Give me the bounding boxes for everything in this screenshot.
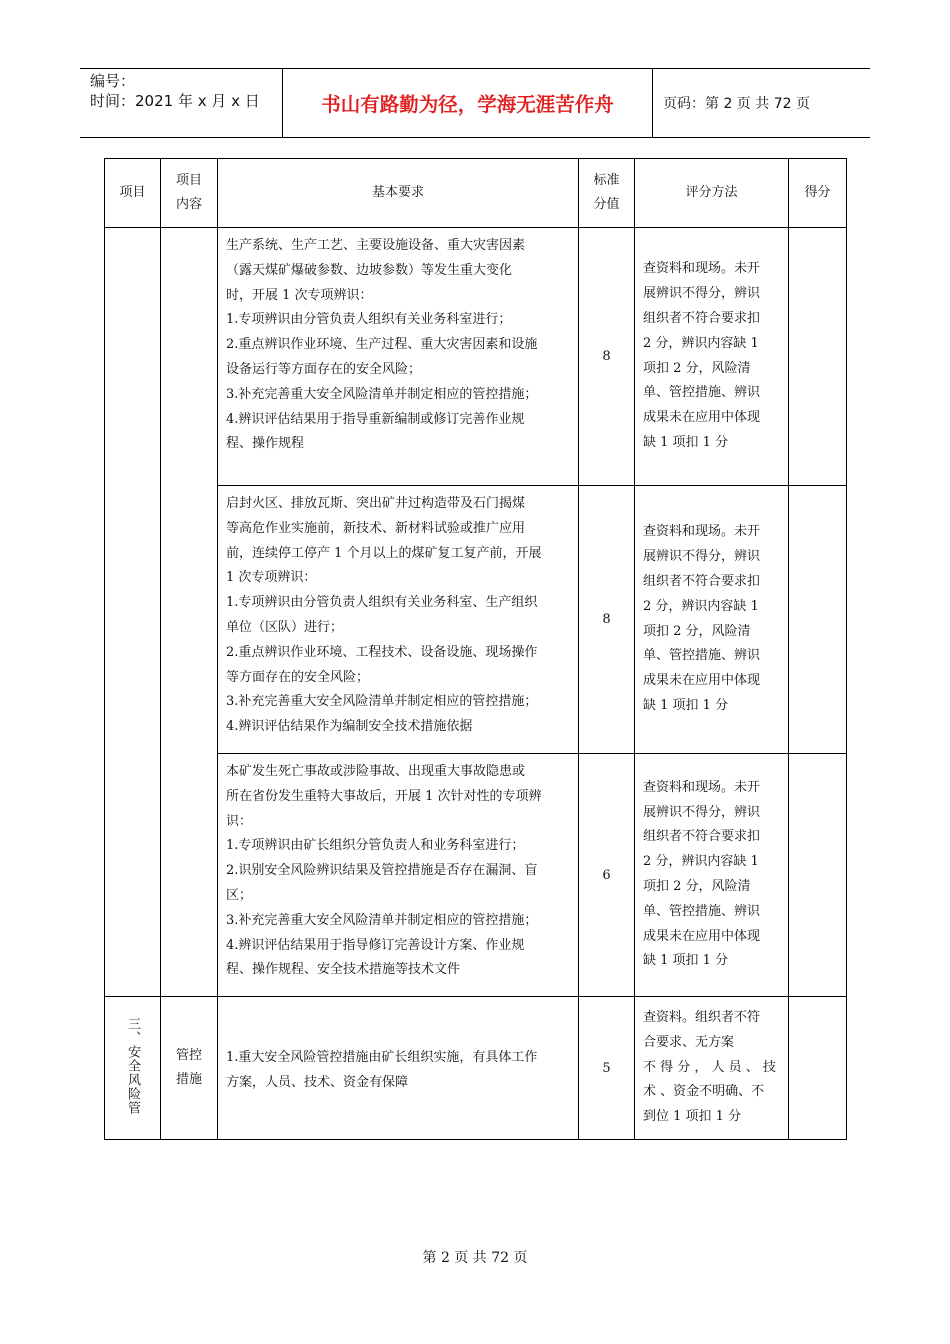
requirement-line: 4.辨识评估结果用于指导修订完善设计方案、作业规 (226, 937, 525, 953)
date-line: 时间：2021 年 x 月 x 日 (90, 92, 260, 110)
scoring-method-cell (635, 754, 789, 997)
obtained-score-cell[interactable] (789, 228, 847, 486)
requirement-cell (218, 754, 579, 997)
requirement-line: 前，连续停工停产 1 个月以上的煤矿复工复产前，开展 (226, 545, 542, 561)
method-line: 项扣 2 分，风险清 (643, 360, 751, 376)
requirement-line: 设备运行等方面存在的安全风险； (226, 361, 422, 377)
requirement-line: 程、操作规程 (226, 436, 305, 452)
requirement-line: 3.补充完善重大安全风险清单并制定相应的管控措施； (226, 912, 538, 928)
standard-score: 8 (579, 486, 635, 754)
item-cell (105, 997, 161, 1140)
scoring-table (104, 158, 847, 1140)
requirement-line: 3.补充完善重大安全风险清单并制定相应的管控措施； (226, 694, 538, 710)
requirement-line: 2.识别安全风险辨识结果及管控措施是否存在漏洞、盲 (226, 863, 538, 879)
item-cell-empty (105, 228, 161, 997)
requirement-line: 启封火区、排放瓦斯、突出矿井过构造带及石门揭煤 (226, 496, 526, 511)
requirement-line: 4.辨识评估结果作为编制安全技术措施依据 (226, 719, 473, 735)
standard-score: 5 (579, 997, 635, 1140)
method-line: 项扣 2 分，风险清 (643, 879, 751, 894)
requirement-line: 区； (226, 887, 253, 903)
header-motto: 书山有路勤为径，学海无涯苦作舟 (283, 69, 653, 137)
obtained-score-cell[interactable] (789, 997, 847, 1140)
method-line: 缺 1 项扣 1 分 (643, 434, 729, 450)
requirement-cell (218, 486, 579, 754)
requirement-line: 3.补充完善重大安全风险清单并制定相应的管控措施； (226, 386, 538, 402)
header-page-info: 页码：第 2 页 共 72 页 (663, 96, 810, 112)
obtained-score-cell[interactable] (789, 754, 847, 997)
method-line: 不 得 分 ， 人 员 、 技 (643, 1059, 776, 1075)
method-line: 成果未在应用中体现 (643, 928, 761, 944)
requirement-line: 程、操作规程、安全技术措施等技术文件 (226, 962, 461, 978)
method-line: 展辨识不得分，辨识 (643, 804, 761, 820)
requirement-line: 1.重大安全风险管控措施由矿长组织实施，有具体工作 (226, 1050, 538, 1066)
header-standard-score: 标准 分值 (579, 159, 635, 228)
scoring-method-cell (635, 997, 789, 1140)
requirement-line: 1.专项辨识由分管负责人组织有关业务科室进行； (226, 312, 512, 328)
header-requirements: 基本要求 (218, 159, 579, 228)
method-line: 组织者不符合要求扣 (643, 829, 761, 845)
method-line: 项扣 2 分，风险清 (643, 623, 751, 639)
requirement-line: 2.重点辨识作业环境、生产过程、重大灾害因素和设施 (226, 337, 538, 353)
method-line: 成果未在应用中体现 (643, 673, 761, 689)
table-row (105, 228, 847, 486)
table-header-row (105, 159, 847, 228)
content-label: 措施 (175, 1072, 202, 1087)
requirement-line: 时，开展 1 次专项辨识： (226, 287, 373, 303)
header-obtained-score: 得分 (789, 159, 847, 228)
method-line: 展辨识不得分，辨识 (643, 549, 761, 565)
content-label: 管控 (175, 1048, 202, 1063)
header-meta (80, 69, 283, 137)
content-cell (161, 997, 218, 1140)
header-item: 项目 (105, 159, 161, 228)
scoring-method-cell (635, 228, 789, 486)
requirement-line: 1 次专项辨识： (226, 570, 317, 586)
method-line: 单、管控措施、辨识 (643, 903, 761, 919)
method-line: 缺 1 项扣 1 分 (643, 697, 729, 713)
content-cell-empty (161, 228, 218, 997)
method-line: 2 分，辨识内容缺 1 (643, 598, 759, 614)
header-content: 项目 内容 (161, 159, 218, 228)
method-line: 组织者不符合要求扣 (643, 573, 761, 589)
method-line: 查资料和现场。未开 (643, 524, 761, 540)
requirement-line: 4.辨识评估结果用于指导重新编制或修订完善作业规 (226, 411, 525, 427)
method-line: 缺 1 项扣 1 分 (643, 953, 729, 969)
method-line: 成果未在应用中体现 (643, 410, 761, 426)
page-footer: 第 2 页 共 72 页 (422, 1250, 528, 1266)
requirement-line: 单位（区队）进行； (226, 619, 344, 635)
requirement-line: 等高危作业实施前，新技术、新材料试验或推广应用 (226, 520, 526, 536)
number-label: 编号： (90, 72, 136, 90)
method-line: 单、管控措施、辨识 (643, 648, 761, 664)
standard-score: 6 (579, 754, 635, 997)
table-row (105, 997, 847, 1140)
header-scoring-method: 评分方法 (635, 159, 789, 228)
scoring-method-cell (635, 486, 789, 754)
requirement-cell (218, 997, 579, 1140)
requirement-line: 方案，人员、技术、资金有保障 (226, 1075, 409, 1090)
obtained-score-cell[interactable] (789, 486, 847, 754)
requirement-line: 所在省份发生重特大事故后，开展 1 次针对性的专项辨 (226, 788, 542, 804)
method-line: 术 、资金不明确、不 (643, 1084, 765, 1100)
method-line: 查资料和现场。未开 (643, 261, 761, 277)
method-line: 组织者不符合要求扣 (643, 310, 761, 326)
item-label: 三、安全风险管 (125, 1017, 140, 1115)
requirement-line: 2.重点辨识作业环境、工程技术、设备设施、现场操作 (226, 644, 538, 660)
method-line: 查资料和现场。未开 (643, 779, 761, 795)
requirement-line: 本矿发生死亡事故或涉险事故、出现重大事故隐患或 (226, 764, 526, 779)
requirement-cell (218, 228, 579, 486)
method-line: 2 分，辨识内容缺 1 (643, 854, 759, 870)
method-line: 2 分，辨识内容缺 1 (643, 335, 759, 351)
page-header (80, 68, 870, 138)
requirement-line: 生产系统、生产工艺、主要设施设备、重大灾害因素 (226, 238, 526, 253)
method-line: 单、管控措施、辨识 (643, 385, 761, 401)
method-line: 展辨识不得分，辨识 (643, 286, 761, 302)
requirement-line: 识： (226, 813, 253, 829)
requirement-line: 等方面存在的安全风险； (226, 669, 370, 685)
method-line: 到位 1 项扣 1 分 (643, 1109, 742, 1125)
requirement-line: （露天煤矿爆破参数、边坡参数）等发生重大变化 (226, 262, 513, 278)
standard-score: 8 (579, 228, 635, 486)
method-line: 合要求、无方案 (643, 1034, 735, 1050)
method-line: 查资料。组织者不符 (643, 1010, 761, 1025)
requirement-line: 1.专项辨识由分管负责人组织有关业务科室、生产组织 (226, 595, 538, 611)
requirement-line: 1.专项辨识由矿长组织分管负责人和业务科室进行； (226, 838, 525, 854)
